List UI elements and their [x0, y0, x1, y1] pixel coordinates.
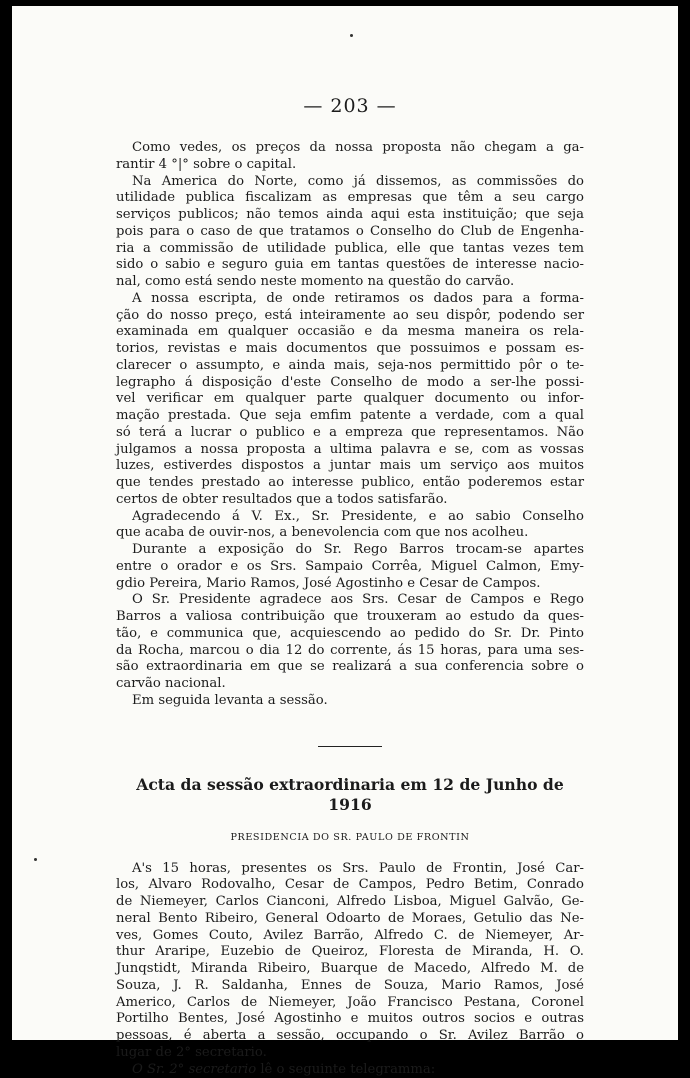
section-heading: Acta da sessão extraordinaria em 12 de Junho de 1916 — [116, 775, 584, 815]
text-line: mação prestada. Que seja emfim patente a verdade, com a qual — [116, 408, 584, 425]
paragraph — [116, 140, 584, 174]
paragraph — [116, 592, 584, 693]
text-line: sido o sabio e seguro guia em tantas questões de interesse nacio- — [116, 257, 584, 274]
paragraph — [116, 174, 584, 291]
text-line: de Niemeyer, Carlos Cianconi, Alfredo Lisboa, Miguel Galvão, Ge- — [116, 894, 584, 911]
text-line: carvão nacional. — [116, 676, 584, 693]
text-line: só terá a lucrar o publico e a empreza que representamos. Não — [116, 425, 584, 442]
section-divider — [318, 746, 382, 747]
text-line: certos de obter resultados que a todos satisfarão. — [116, 492, 584, 509]
section-session-minutes — [116, 140, 584, 710]
text-line: ção do nosso preço, está inteiramente ao seu dispôr, podendo ser — [116, 308, 584, 325]
text-line: entre o orador e os Srs. Sampaio Corrêa, Miguel Calmon, Emy- — [116, 559, 584, 576]
paragraph — [116, 861, 584, 1062]
text-line: serviços publicos; não temos ainda aqui esta instituição; que seja — [116, 207, 584, 224]
scanned-page — [12, 6, 678, 1040]
text-line: da Rocha, marcou o dia 12 do corrente, ás 15 horas, para uma ses- — [116, 643, 584, 660]
text-line: tão, e communica que, acquiescendo ao pedido do Sr. Dr. Pinto — [116, 626, 584, 643]
text-line: Agradecendo á V. Ex., Sr. Presidente, e ao sabio Conselho — [116, 509, 584, 526]
text-line: examinada em qualquer occasião e da mesma maneira os rela- — [116, 324, 584, 341]
text-line: utilidade publica fiscalizam as empresas que têm a seu cargo — [116, 190, 584, 207]
text-line: Junqstidt, Miranda Ribeiro, Buarque de Macedo, Alfredo M. de — [116, 961, 584, 978]
text-line: A's 15 horas, presentes os Srs. Paulo de Frontin, José Car- — [116, 861, 584, 878]
text-line: Barros a valiosa contribuição que trouxeram ao estudo da ques- — [116, 609, 584, 626]
text-line: thur Araripe, Euzebio de Queiroz, Floresta de Miranda, H. O. — [116, 944, 584, 961]
text-line: pessoas, é aberta a sessão, occupando o Sr. Avilez Barrão o — [116, 1028, 584, 1045]
text-line: são extraordinaria em que se realizará a sua conferencia sobre o — [116, 659, 584, 676]
text-line: torios, revistas e mais documentos que possuimos e possam es- — [116, 341, 584, 358]
paragraph — [116, 693, 584, 710]
final-line — [116, 1062, 584, 1078]
text-line: O Sr. Presidente agradece aos Srs. Cesar de Campos e Rego — [116, 592, 584, 609]
page-body — [116, 94, 584, 1078]
speaker-label: O Sr. 2° secretario — [132, 1062, 256, 1077]
scan-speck — [350, 34, 353, 37]
paragraph — [116, 509, 584, 543]
text-line: lugar de 2° secretario. — [116, 1045, 584, 1062]
text-line: A nossa escripta, de onde retiramos os dados para a forma- — [116, 291, 584, 308]
text-line: Americo, Carlos de Niemeyer, João Francisco Pestana, Coronel — [116, 995, 584, 1012]
final-line-text: lê o seguinte telegramma: — [256, 1062, 435, 1077]
paragraph — [116, 291, 584, 509]
scan-speck — [34, 858, 37, 861]
text-line: Durante a exposição do Sr. Rego Barros trocam-se apartes — [116, 542, 584, 559]
text-line: legrapho á disposição d'este Conselho de modo a ser-lhe possi- — [116, 375, 584, 392]
text-line: gdio Pereira, Mario Ramos, José Agostinho e Cesar de Campos. — [116, 576, 584, 593]
text-line: clarecer o assumpto, e ainda mais, seja-nos permittido pôr o te- — [116, 358, 584, 375]
text-line: nal, como está sendo neste momento na questão do carvão. — [116, 274, 584, 291]
text-line: ria a commissão de utilidade publica, elle que tantas vezes tem — [116, 241, 584, 258]
section-extraordinary-session — [116, 861, 584, 1062]
text-line: los, Alvaro Rodovalho, Cesar de Campos, Pedro Betim, Conrado — [116, 877, 584, 894]
text-line: que acaba de ouvir-nos, a benevolencia com que nos acolheu. — [116, 525, 584, 542]
paragraph — [116, 542, 584, 592]
text-line: Em seguida levanta a sessão. — [116, 693, 584, 710]
text-line: neral Bento Ribeiro, General Odoarto de Moraes, Getulio das Ne- — [116, 911, 584, 928]
text-line: julgamos a nossa proposta a ultima palavra e se, com as vossas — [116, 442, 584, 459]
text-line: vel verificar em qualquer parte qualquer documento ou infor- — [116, 391, 584, 408]
text-line: Como vedes, os preços da nossa proposta não chegam a ga- — [116, 140, 584, 157]
page-number: — 203 — — [116, 94, 584, 118]
text-line: Portilho Bentes, José Agostinho e muitos outros socios e outras — [116, 1011, 584, 1028]
text-line: rantir 4 °|° sobre o capital. — [116, 157, 584, 174]
text-line: pois para o caso de que tratamos o Conselho do Club de Engenha- — [116, 224, 584, 241]
presidency-line: PRESIDENCIA DO SR. PAULO DE FRONTIN — [116, 831, 584, 845]
text-line: Na America do Norte, como já dissemos, as commissões do — [116, 174, 584, 191]
text-line: que tendes prestado ao interesse publico, então poderemos estar — [116, 475, 584, 492]
text-line: Souza, J. R. Saldanha, Ennes de Souza, Mario Ramos, José — [116, 978, 584, 995]
text-line: luzes, estiverdes dispostos a juntar mais um serviço aos muitos — [116, 458, 584, 475]
text-line: ves, Gomes Couto, Avilez Barrão, Alfredo C. de Niemeyer, Ar- — [116, 928, 584, 945]
